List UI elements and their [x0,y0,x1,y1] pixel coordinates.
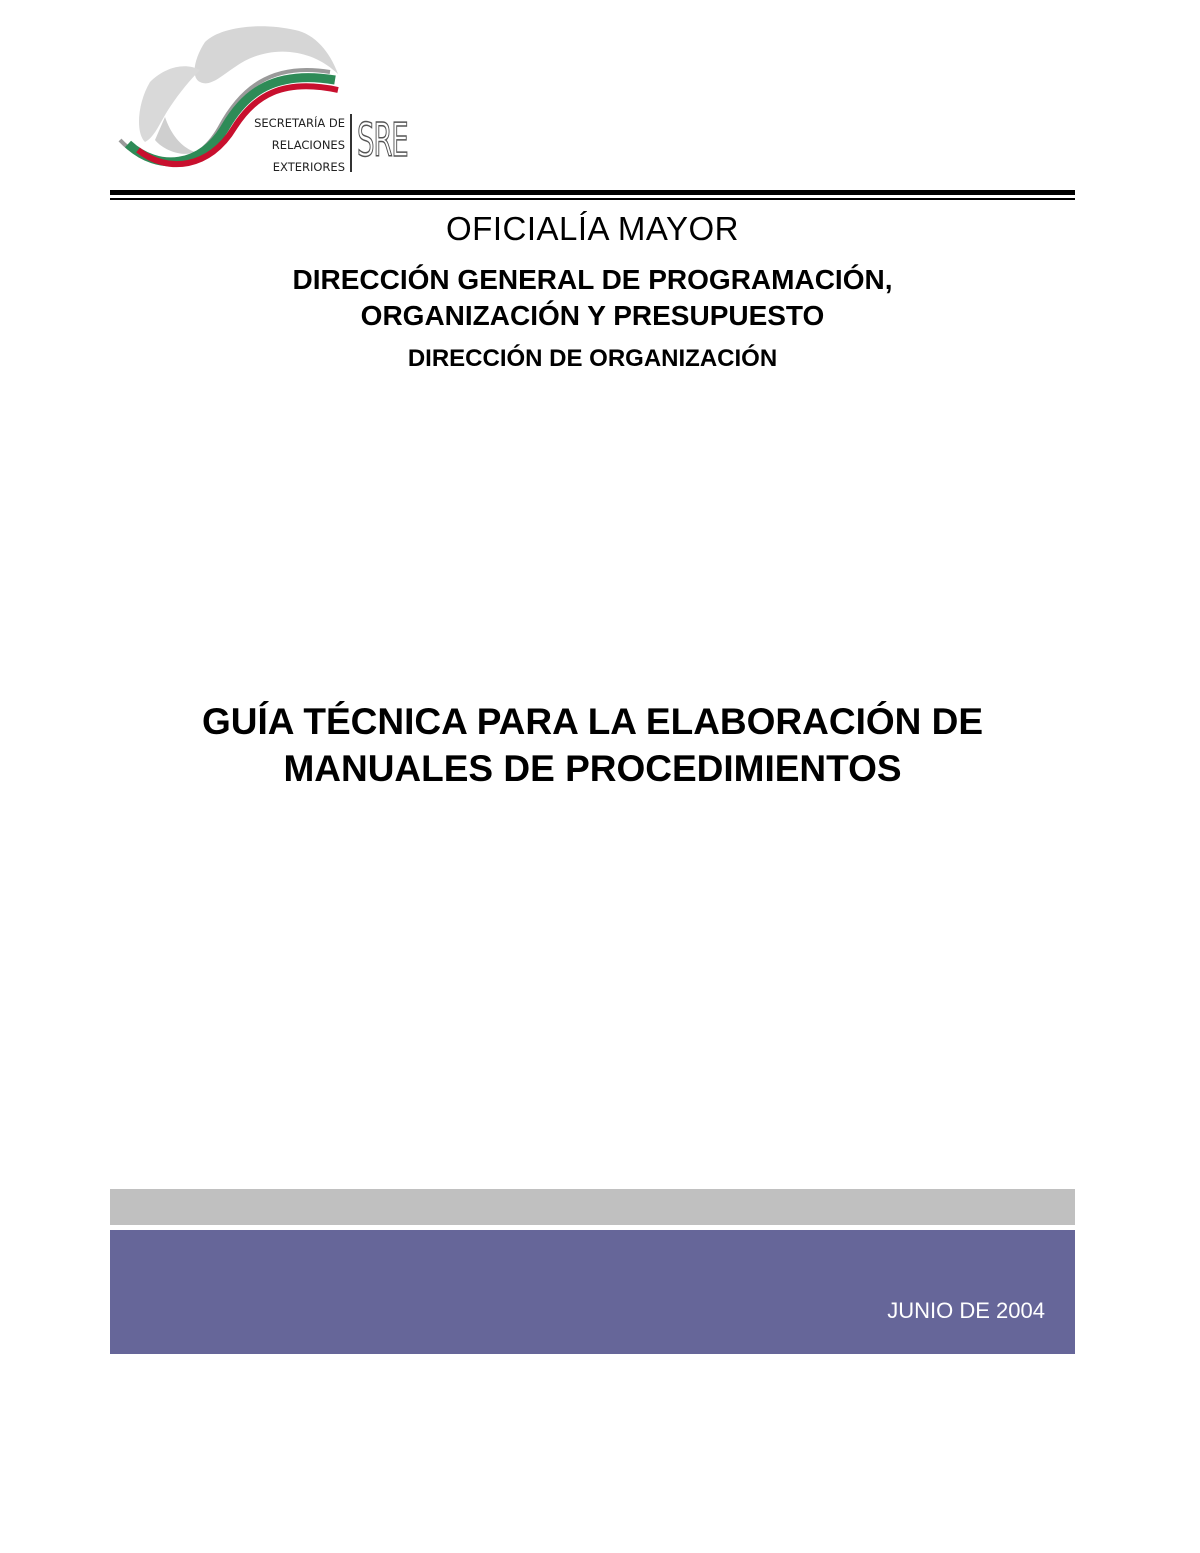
publication-date: JUNIO DE 2004 [887,1298,1045,1323]
sre-logo-text [245,112,345,178]
general-direction-line-2: ORGANIZACIÓN Y PRESUPUESTO [360,300,825,331]
logo-line-2: RELACIONES [271,138,345,152]
footer-gray-bar [110,1189,1075,1225]
logo-divider [350,114,352,172]
header-rule-thick [110,190,1075,195]
direction-title: DIRECCIÓN DE ORGANIZACIÓN [407,345,778,372]
general-direction-line-1: DIRECCIÓN GENERAL DE PROGRAMACIÓN, [292,264,893,295]
logo-line-1: SECRETARÍA DE [254,116,345,130]
header-rule-thin [110,198,1075,200]
sre-abbreviation: SRE [357,113,408,167]
logo-line-3: EXTERIORES [272,160,345,174]
footer-purple-band [110,1230,1075,1354]
sre-logo [110,22,410,177]
office-title: OFICIALÍA MAYOR [446,210,739,247]
document-title [110,698,1075,792]
general-direction [110,262,1075,334]
document-title-line-2: MANUALES DE PROCEDIMIENTOS [283,748,902,789]
document-title-line-1: GUÍA TÉCNICA PARA LA ELABORACIÓN DE [201,701,984,742]
